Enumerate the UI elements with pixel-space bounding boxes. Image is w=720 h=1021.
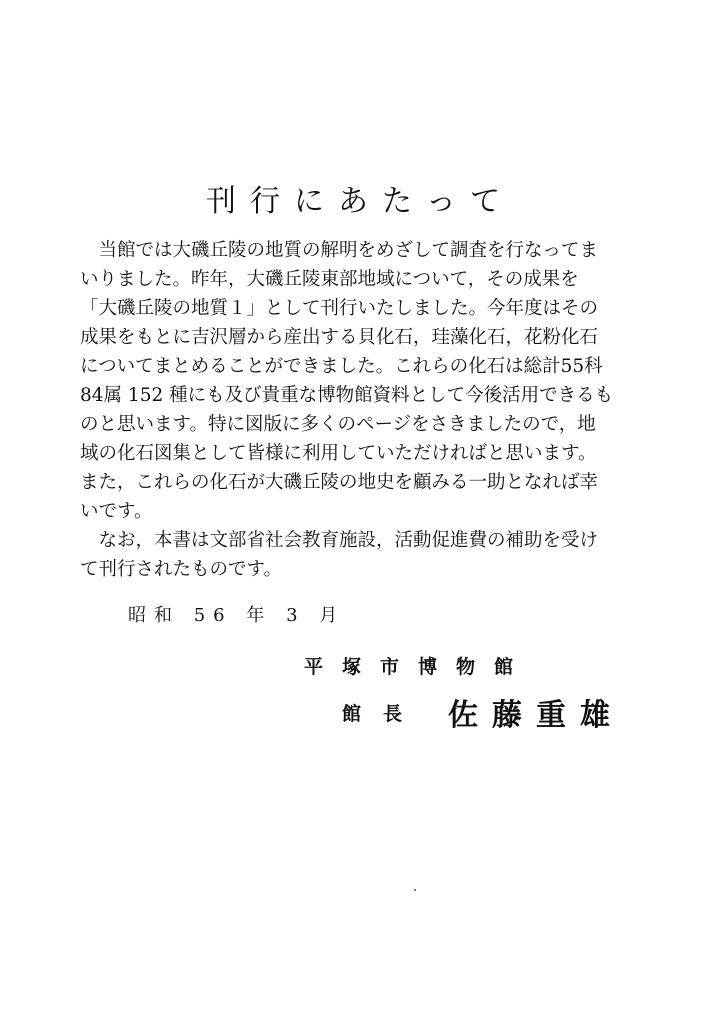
signature-name: 佐藤重雄 <box>448 698 624 733</box>
body-line: 成果をもとに吉沢層から産出する貝化石，珪藻化石，花粉化石 <box>80 327 599 348</box>
body-line: についてまとめることができました。これらの化石は総計55科 <box>80 356 603 377</box>
body-line: て刊行されたものです。 <box>80 559 283 580</box>
signature-role: 館長 <box>342 703 425 725</box>
organization-name: 平塚市博物館 <box>304 656 533 678</box>
body-line: のと思います。特に図版に多くのページをさきましたので，地 <box>80 414 596 435</box>
paper-speck <box>414 889 416 891</box>
body-text <box>80 236 640 584</box>
body-line: 「大磯丘陵の地質１」として刊行いたしました。今年度はその <box>80 298 599 319</box>
body-line: いりました。昨年，大磯丘陵東部地域について，その成果を <box>80 269 579 290</box>
body-line: また，これらの化石が大磯丘陵の地史を顧みる一助となれば幸 <box>80 472 599 493</box>
publication-date: 昭和 56 年 3 月 <box>128 605 346 626</box>
page-title: 刊行にあたって <box>206 184 514 219</box>
body-line: 84属 152 種にも及び貴重な博物館資料として今後活用できるも <box>80 385 614 406</box>
body-line: 当館では大磯丘陵の地質の解明をめざして調査を行なってま <box>80 240 599 261</box>
body-line: 域の化石図集として皆様に利用していただければと思います。 <box>80 443 597 464</box>
body-line: なお，本書は文部省社会教育施設，活動促進費の補助を受け <box>80 530 599 551</box>
body-line: いです。 <box>80 501 153 522</box>
